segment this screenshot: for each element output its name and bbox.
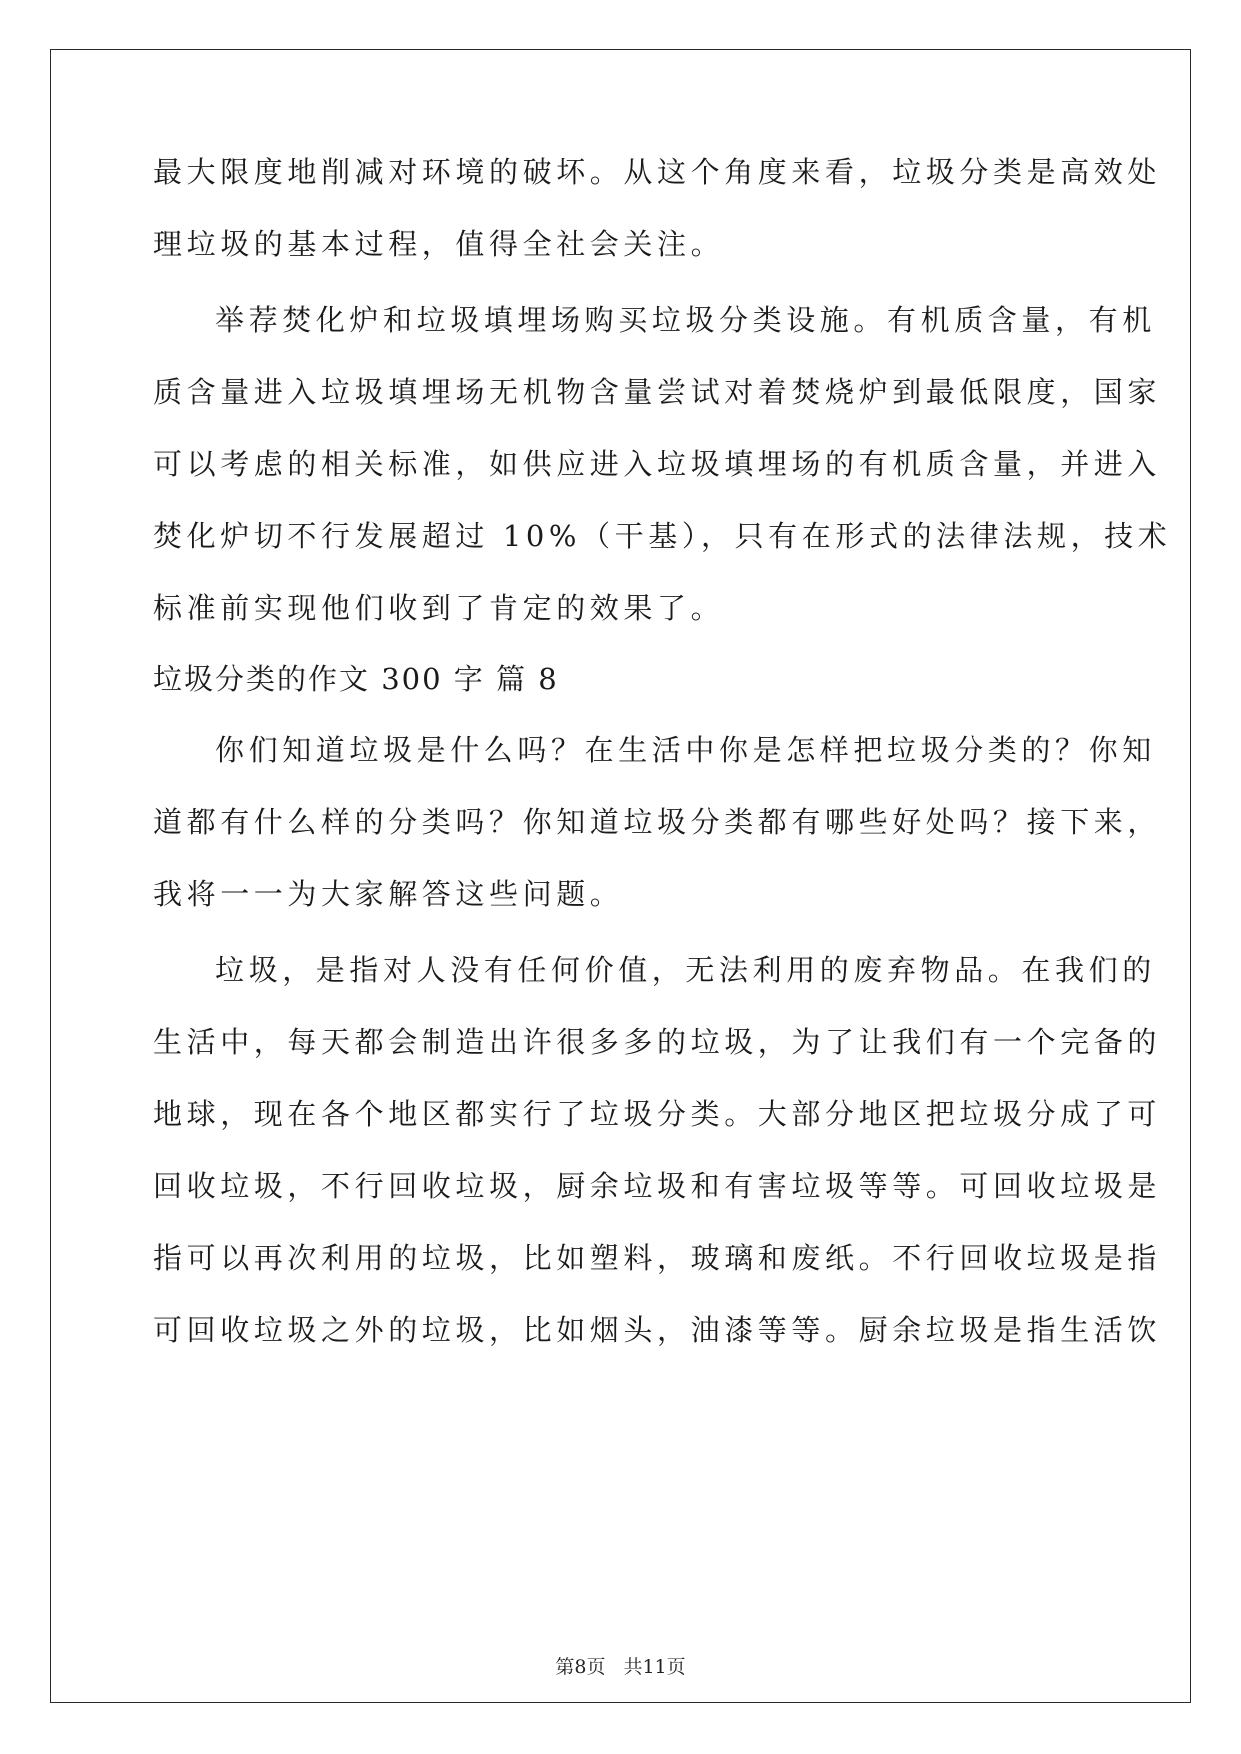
page-total: 共11页 [623, 1656, 686, 1678]
paragraph-line: 你们知道垃圾是什么吗？在生活中你是怎样把垃圾分类的？你知 [215, 733, 1156, 767]
paragraph-line: 标准前实现他们收到了肯定的效果了。 [153, 591, 725, 625]
paragraph-line: 焚化炉切不行发展超过 10%（干基），只有在形式的法律法规，技术 [153, 519, 1172, 553]
paragraph-line: 回收垃圾，不行回收垃圾，厨余垃圾和有害垃圾等等。可回收垃圾是 [153, 1169, 1162, 1203]
paragraph-line: 生活中，每天都会制造出许很多多的垃圾，为了让我们有一个完备的 [153, 1025, 1162, 1059]
section-heading: 垃圾分类的作文 300 字 篇 8 [153, 662, 559, 696]
paragraph-line: 可回收垃圾之外的垃圾，比如烟头，油漆等等。厨余垃圾是指生活饮 [153, 1313, 1162, 1347]
page-number: 第8页 [555, 1656, 606, 1678]
paragraph-line: 垃圾，是指对人没有任何价值，无法利用的废弃物品。在我们的 [215, 953, 1156, 987]
paragraph-line: 道都有什么样的分类吗？你知道垃圾分类都有哪些好处吗？接下来， [153, 805, 1162, 839]
paragraph-line: 地球，现在各个地区都实行了垃圾分类。大部分地区把垃圾分成了可 [153, 1097, 1162, 1131]
page-footer [0, 1655, 1241, 1679]
paragraph-line: 质含量进入垃圾填埋场无机物含量尝试对着焚烧炉到最低限度，国家 [153, 375, 1162, 409]
paragraph-line: 最大限度地削减对环境的破坏。从这个角度来看，垃圾分类是高效处 [153, 155, 1162, 189]
paragraph-line: 可以考虑的相关标准，如供应进入垃圾填埋场的有机质含量，并进入 [153, 447, 1162, 481]
paragraph-line: 指可以再次利用的垃圾，比如塑料，玻璃和废纸。不行回收垃圾是指 [153, 1241, 1162, 1275]
paragraph-line: 理垃圾的基本过程，值得全社会关注。 [153, 227, 725, 261]
paragraph-line: 我将一一为大家解答这些问题。 [153, 877, 624, 911]
paragraph-line: 举荐焚化炉和垃圾填埋场购买垃圾分类设施。有机质含量，有机 [215, 303, 1156, 337]
